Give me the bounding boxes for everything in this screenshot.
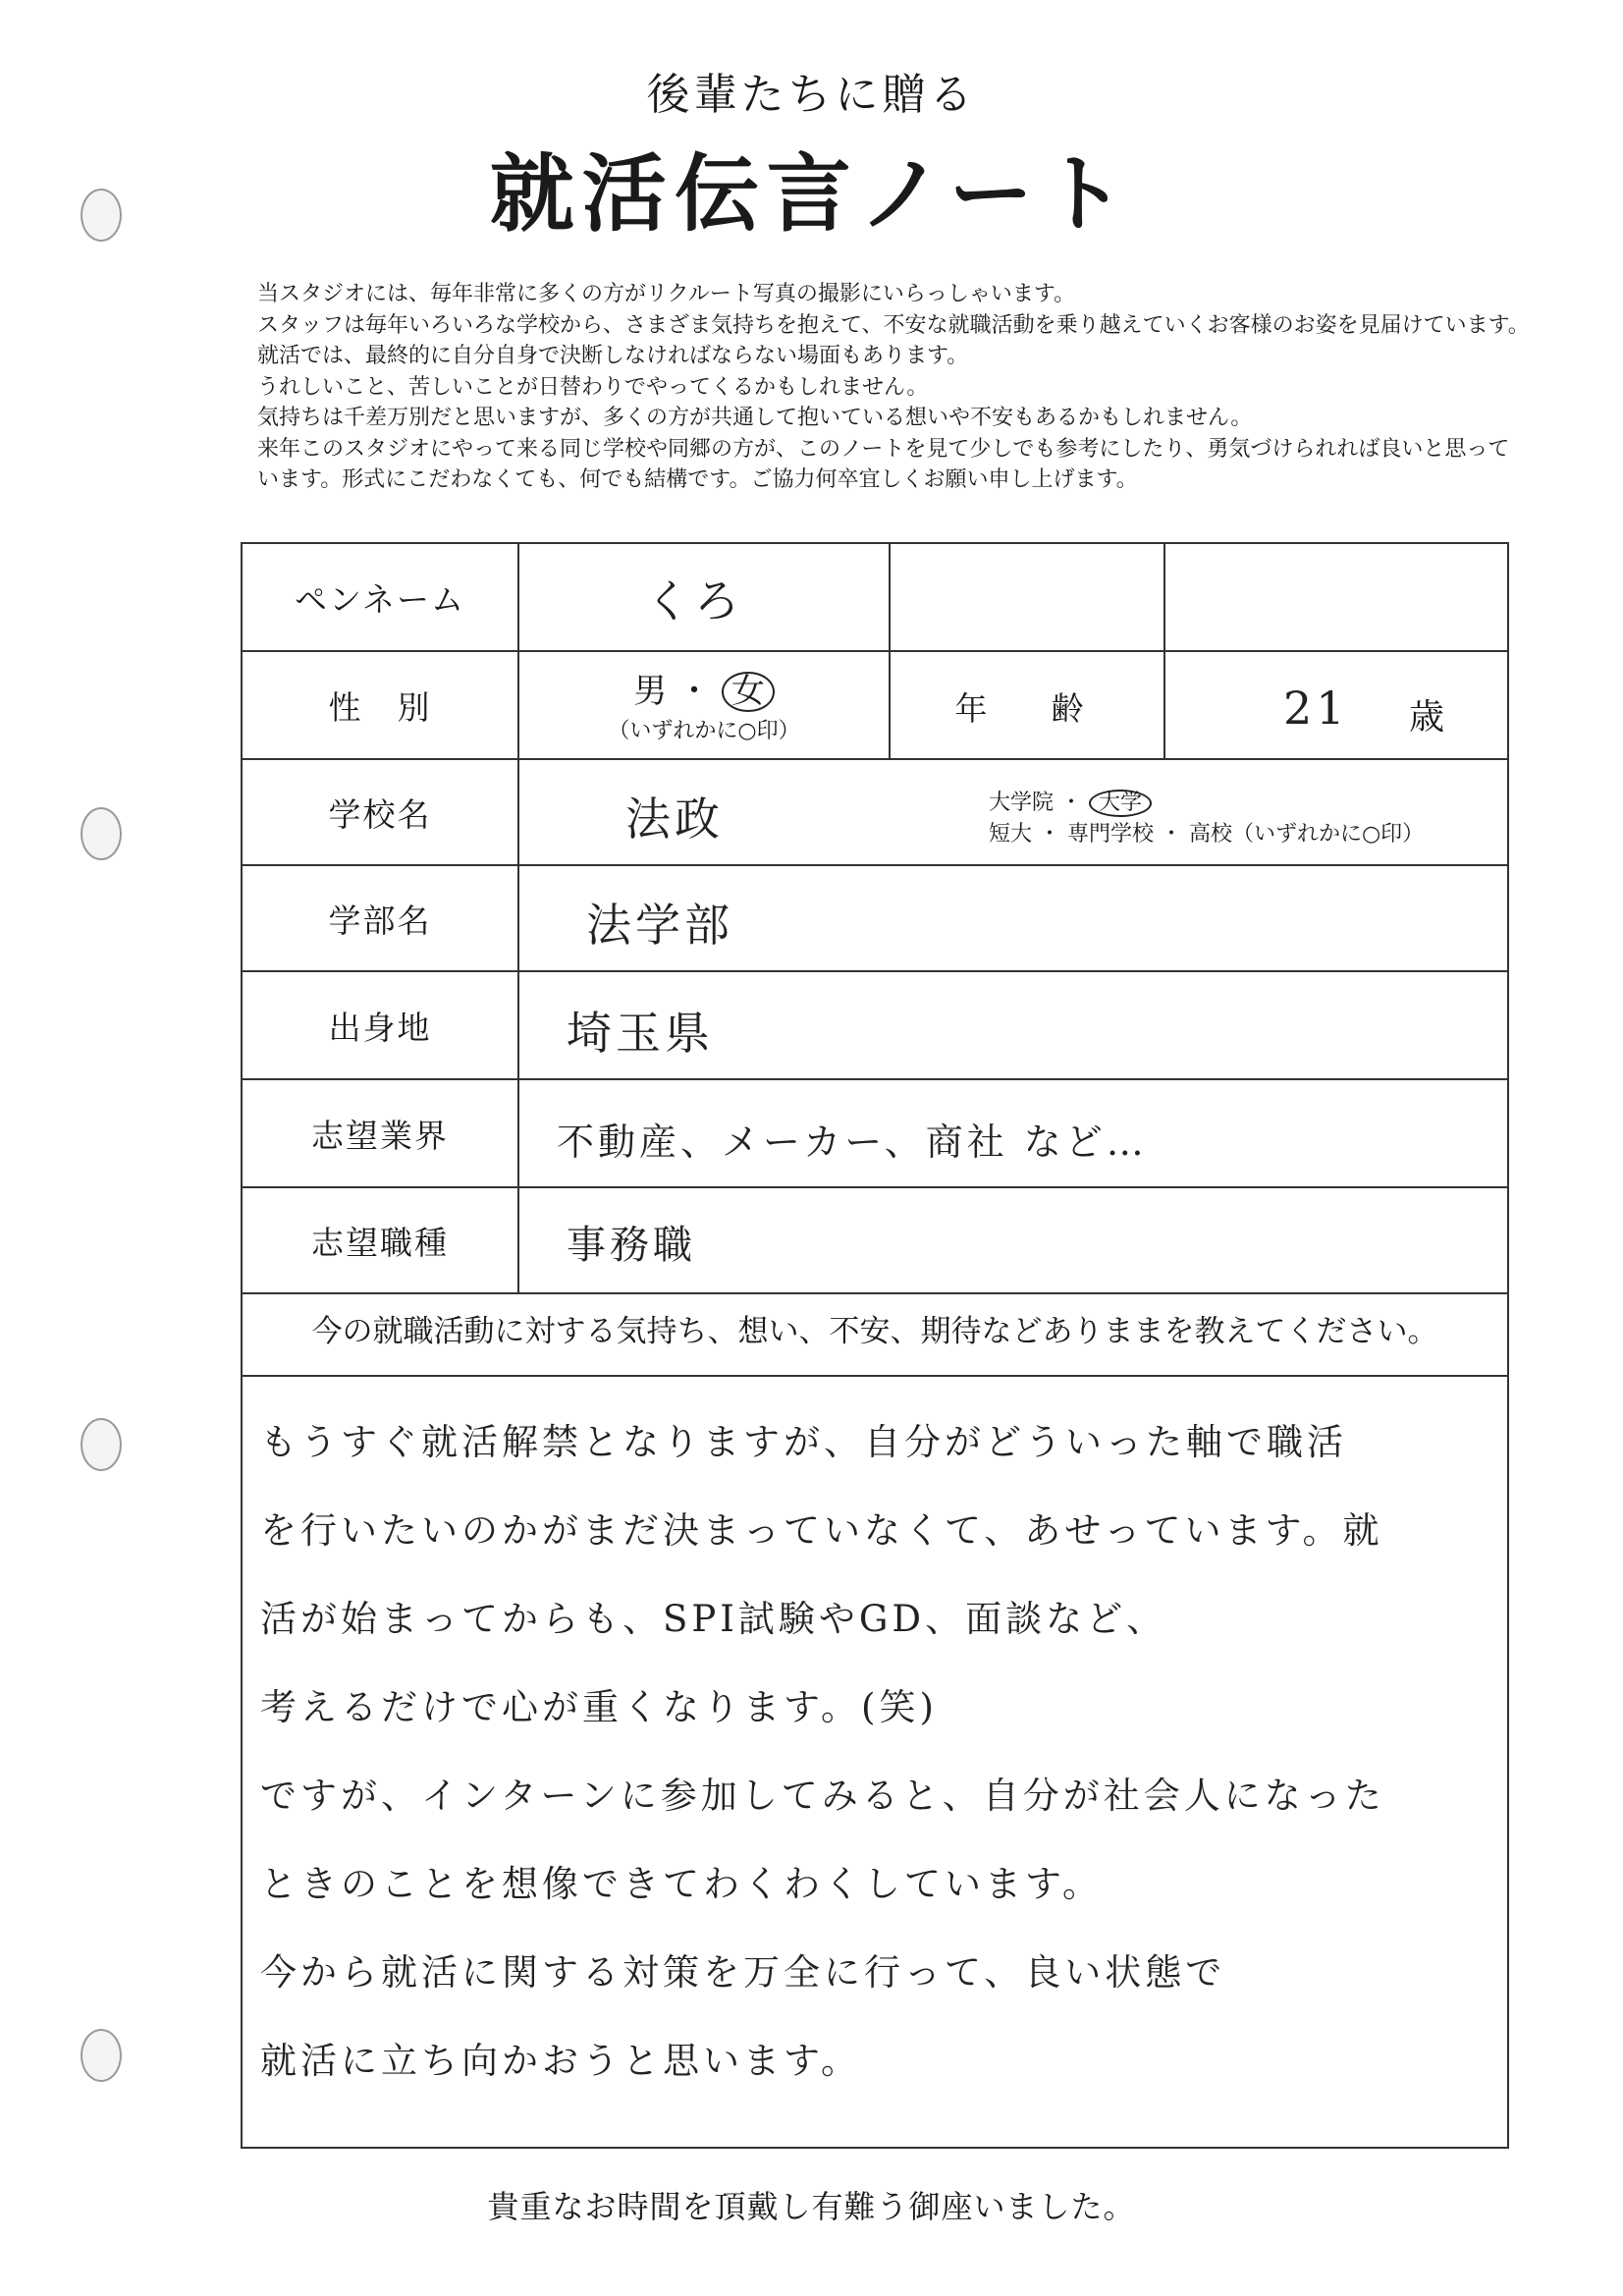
gender-label: 性 別 xyxy=(328,687,432,727)
gender-note: （いずれかに○印） xyxy=(608,719,800,744)
gender-separator: ・ xyxy=(677,672,711,711)
punch-hole xyxy=(81,2029,122,2082)
answer-line: 就活に立ち向かおうと思います。 xyxy=(260,2040,862,2082)
answer-text xyxy=(260,1398,1488,2105)
school-label: 学校名 xyxy=(328,794,432,834)
gender-option-female-circled: 女 xyxy=(722,672,775,712)
school-type-options xyxy=(989,788,1424,850)
answer-line: 活が始まってからも、SPI試験やGD、面談など、 xyxy=(260,1598,1167,1640)
footer-thanks: 貴重なお時間を頂戴し有難う御座いました。 xyxy=(487,2188,1136,2225)
hometown-label: 出身地 xyxy=(328,1008,432,1047)
punch-hole xyxy=(81,807,122,860)
form-sheet xyxy=(241,542,1509,2149)
question-prompt: 今の就職活動に対する気持ち、想い、不安、期待などありままを教えてください。 xyxy=(311,1314,1438,1349)
age-label: 年 齢 xyxy=(954,688,1100,728)
answer-line: 考えるだけで心が重くなります。(笑) xyxy=(260,1686,938,1728)
job-type-value: 事務職 xyxy=(567,1223,696,1268)
gender-options xyxy=(519,652,889,760)
faculty-value: 法学部 xyxy=(586,899,733,952)
pen-name-value: くろ xyxy=(645,574,743,628)
page-title: 就活伝言ノート xyxy=(489,145,1134,244)
school-type-line2: 短大 ・ 専門学校 ・ 高校（いずれかに○印） xyxy=(989,822,1425,847)
hometown-value: 埼玉県 xyxy=(567,1007,714,1060)
industry-value: 不動産、メーカー、商社 など… xyxy=(557,1121,1148,1164)
industry-label: 志望業界 xyxy=(311,1116,449,1155)
job-type-label: 志望職種 xyxy=(311,1223,449,1262)
answer-line: を行いたいのかがまだ決まっていなくて、あせっています。就 xyxy=(260,1509,1383,1552)
school-value: 法政 xyxy=(625,793,724,846)
school-type-university-circled: 大学 xyxy=(1089,790,1152,817)
punch-hole xyxy=(81,1418,122,1471)
gender-option-male: 男 xyxy=(633,672,668,711)
intro-text: 当スタジオには、毎年非常に多くの方がリクルート写真の撮影にいらっしゃいます。 スタッフは毎年いろいろな学校から、さまざま気持ちを抱えて、不安な就職活動を乗り越えていくお客様のお姿を見届けています。 就活では、最終的に自分自身で決断しなければならない場面もあります。 うれしいこと、苦しいことが日替わりでやってくるかもしれません。 気持ちは千差万別だと思いますが、多くの方が共通して抱いている想いや不安もあるかもしれません。 来年このスタジオにやって来る同じ学校や同郷の方が、このノートを見て少しでも参考にしたり、勇気づけられれば良いと思って います。形式にこだわなくても、何でも結構です。ご協力何卒宜しくお願い申し上げます。 xyxy=(257,282,1530,492)
page-subtitle: 後輩たちに贈る xyxy=(646,70,977,120)
school-type-line1: 大学院 ・ xyxy=(989,791,1089,815)
answer-line: もうすぐ就活解禁となりますが、自分がどういった軸で職活 xyxy=(260,1421,1347,1463)
answer-line: ときのことを想像できてわくわくしています。 xyxy=(260,1863,1104,1905)
pen-name-label: ペンネーム xyxy=(294,579,465,619)
age-unit: 歳 xyxy=(1409,697,1445,738)
answer-line: 今から就活に関する対策を万全に行って、良い状態で xyxy=(260,1951,1226,1994)
faculty-label: 学部名 xyxy=(328,901,432,940)
answer-line: ですが、インターンに参加してみると、自分が社会人になった xyxy=(260,1775,1385,1817)
age-value: 21 xyxy=(1283,682,1349,735)
